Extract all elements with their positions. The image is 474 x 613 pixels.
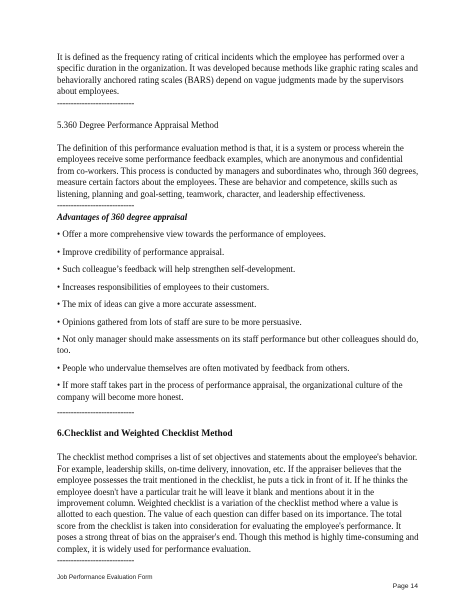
method-360-title: 5.360 Degree Performance Appraisal Method	[57, 119, 219, 130]
checklist-title: 6.Checklist and Weighted Checklist Method	[57, 428, 233, 439]
list-item: • Not only manager should make assessments on its staff performance but other colleagues should do, too.	[57, 333, 419, 356]
list-item: • Increases responsibilities of employees to their customers.	[57, 281, 270, 292]
separator-line: ----------------------------	[57, 200, 135, 211]
list-item: • Opinions gathered from lots of staff are sure to be more persuasive.	[57, 316, 302, 327]
checklist-paragraph: The checklist method comprises a list of set objectives and statements about the employee's behavior. For example, leadership skills, on-time delivery, innovation, etc. If the appraiser believes that the employee possesses the trait mentioned in the checklist, he puts a tick in front of it. If he thinks the employee doesn't have a particular trait he will leave it blank and mentions about it in the improvement column. Weighted checklist is a variation of the checklist method where a value is allotted to each question. The value of each question can differ based on its importance. The total score from the checklist is taken into consideration for evaluating the employee's performance. It poses a strong threat of bias on the appraiser's end. Though this method is highly time-consuming and complex, it is widely used for performance evaluation.	[57, 452, 419, 554]
method-360-paragraph: The definition of this performance evaluation method is that, it is a system or process wherein the employees receive some performance feedback examples, which are anonymous and confidential from co-workers. This process is conducted by managers and subordinates who, through 360 degrees, measure certain factors about the employees. These are behavior and competence, skills such as listening, planning and goal-setting, teamwork, character, and leadership effectiveness.	[57, 143, 419, 199]
list-item: • People who undervalue themselves are often motivated by feedback from others.	[57, 362, 350, 373]
document-page	[57, 52, 419, 565]
list-item: • Improve credibility of performance appraisal.	[57, 246, 225, 257]
separator-line: ----------------------------	[57, 555, 135, 565]
advantages-title: Advantages of 360 degree appraisal	[57, 212, 188, 223]
list-item: • Offer a more comprehensive view towards the performance of employees.	[57, 229, 326, 240]
intro-paragraph: It is defined as the frequency rating of critical incidents which the employee has performed over a specific duration in the organization. It was developed because methods like graphic rating scales and behaviorally anchored rating scales (BARS) depend on vague judgments made by the supervisors about employees.	[57, 52, 418, 97]
footer-form-name: Job Performance Evaluation Form	[57, 574, 153, 581]
page-number: Page 14	[392, 583, 418, 590]
list-item: • If more staff takes part in the process of performance appraisal, the organizational culture of the company will become more honest.	[57, 380, 403, 402]
separator-line: ----------------------------	[57, 406, 135, 417]
separator-line: ----------------------------	[57, 97, 135, 108]
advantages-list	[57, 229, 419, 402]
list-item: • Such colleague’s feedback will help strengthen self-development.	[57, 264, 296, 275]
list-item: • The mix of ideas can give a more accurate assessment.	[57, 299, 257, 310]
